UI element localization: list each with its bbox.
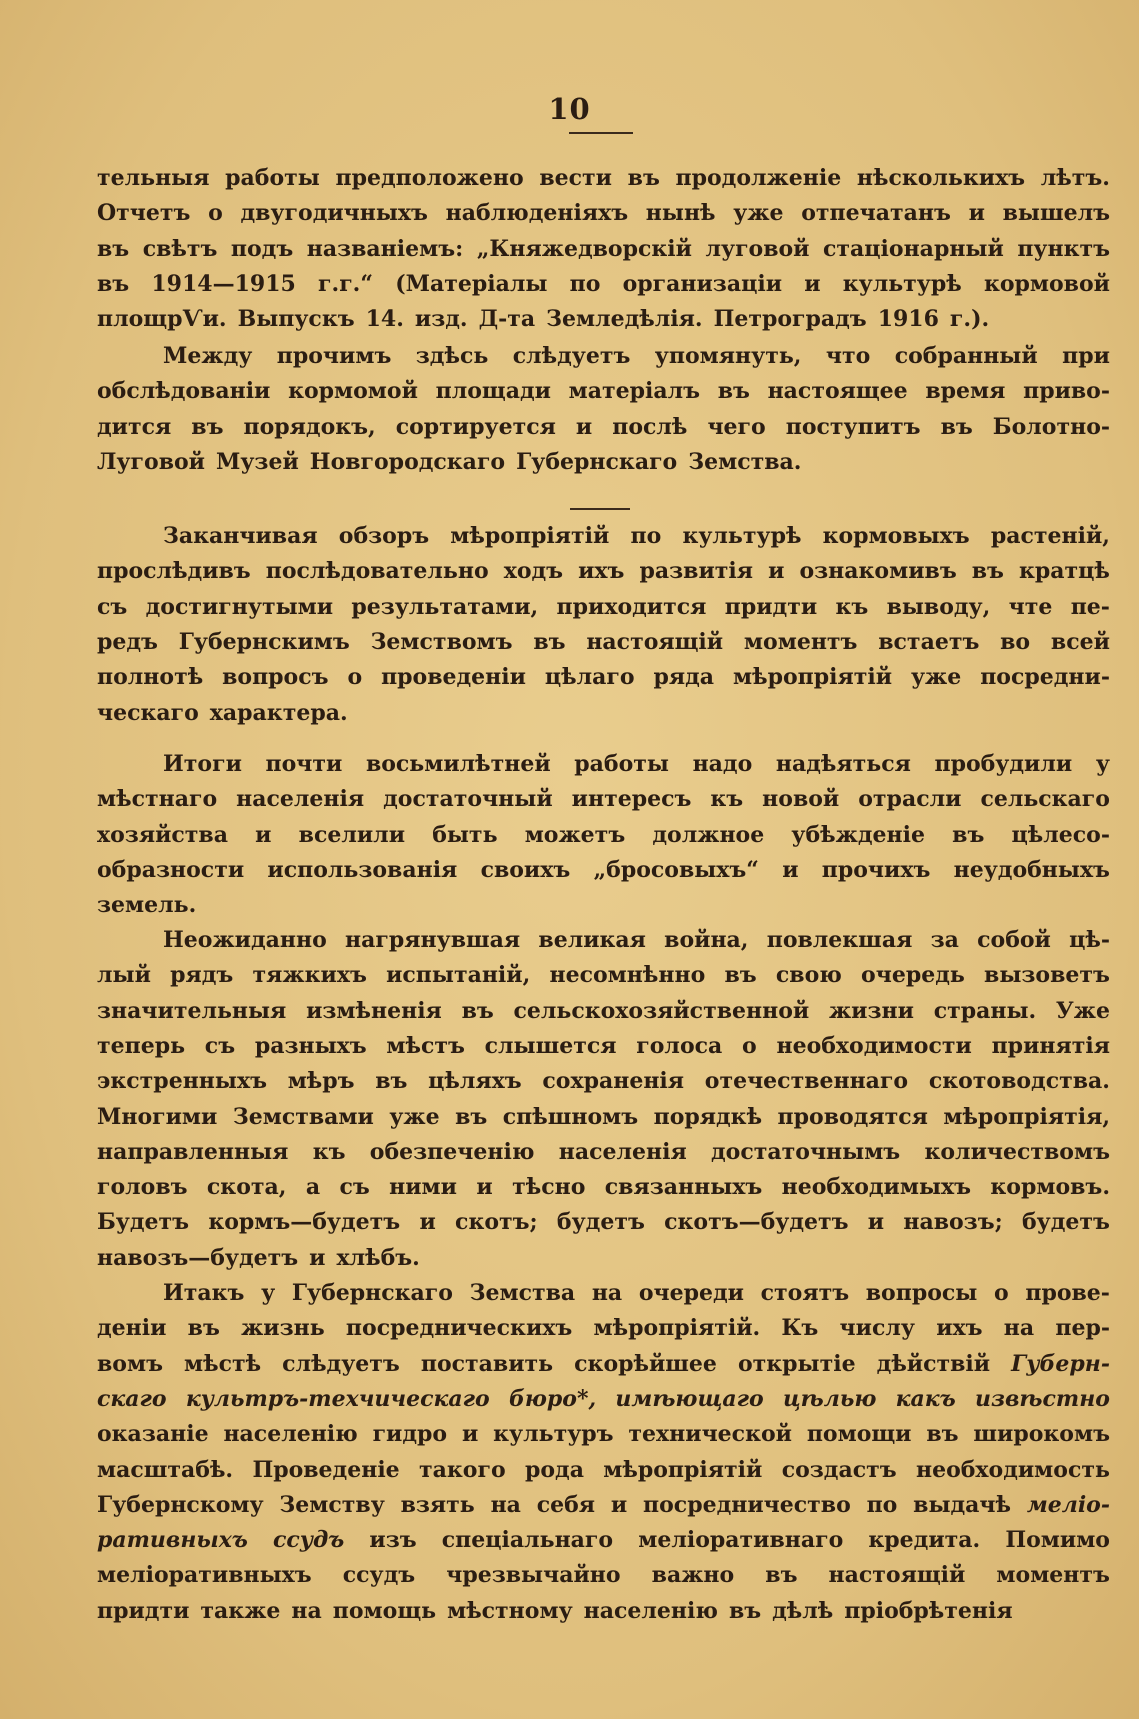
text-line: прослѣдивъ послѣдовательно ходъ ихъ развитія и ознакомивъ въ кратцѣ [97,558,1110,584]
text-line: Луговой Музей Новгородскаго Губернскаго Земства. [97,449,802,475]
page-number-underline [569,132,633,134]
text-line: Итоги почти восьмилѣтней работы надо надѣяться пробудили у [163,751,1110,777]
text-line: Между прочимъ здѣсь слѣдуетъ упомянуть, что собранный при [163,343,1110,369]
text-line: направленныя къ обезпеченію населенія достаточнымъ количествомъ [97,1139,1110,1165]
text-line: теперь съ разныхъ мѣстъ слышется голоса о необходимости принятія [97,1033,1110,1059]
text-line: Отчетъ о двугодичныхъ наблюденіяхъ нынѣ уже отпечатанъ и вышелъ [97,200,1110,226]
text-line: образности использованія своихъ „бросовыхъ“ и прочихъ неудобныхъ [97,857,1110,883]
text-line: Неожиданно нагрянувшая великая война, повлекшая за собой цѣ- [163,927,1110,953]
page-number: 10 [548,92,591,126]
text-line: ративныхъ ссудъ изъ спеціальнаго меліоративнаго кредита. Помимо [97,1527,1110,1553]
text-line: мѣстнаго населенія достаточный интересъ къ новой отрасли сельскаго [97,786,1110,812]
text-line: Заканчивая обзоръ мѣропріятій по культурѣ кормовыхъ растеній, [163,523,1110,549]
text-line: деніи въ жизнь посредническихъ мѣропріятій. Къ числу ихъ на пер- [97,1315,1110,1341]
text-line: площрѴи. Выпускъ 14. изд. Д-та Земледѣлія. Петроградъ 1916 г.). [97,306,990,332]
text-line: редъ Губернскимъ Земствомъ въ настоящій моментъ встаетъ во всей [97,629,1110,655]
text-line: экстренныхъ мѣръ въ цѣляхъ сохраненія отечественнаго скотоводства. [97,1068,1110,1094]
text-line: въ 1914—1915 г.г.“ (Матеріалы по организаціи и культурѣ кормовой [97,271,1110,297]
text-line: навозъ—будетъ и хлѣбъ. [97,1245,420,1271]
text-line: земель. [97,892,197,918]
section-divider [570,508,630,510]
text-line: тельныя работы предположено вести въ продолженіе нѣсколькихъ лѣтъ. [97,165,1110,191]
text-line: Будетъ кормъ—будетъ и скотъ; будетъ скотъ—будетъ и навозъ; будетъ [97,1209,1110,1235]
text-line: оказаніе населенію гидро и культуръ технической помощи въ широкомъ [97,1421,1110,1447]
text-line: Итакъ у Губернскаго Земства на очереди стоятъ вопросы о прове- [163,1280,1110,1306]
text-line: лый рядъ тяжкихъ испытаній, несомнѣнно въ свою очередь вызоветъ [97,962,1110,988]
text-line: хозяйства и вселили быть можетъ должное убѣжденіе въ цѣлесо- [97,822,1110,848]
text-line: Губернскому Земству взять на себя и посредничество по выдачѣ меліо- [97,1492,1110,1518]
text-line: съ достигнутыми результатами, приходится придти къ выводу, чте пе- [97,594,1110,620]
text-line: значительныя измѣненія въ сельскохозяйственной жизни страны. Уже [97,998,1110,1024]
text-line: ческаго характера. [97,700,348,726]
text-line: масштабѣ. Проведеніе такого рода мѣропріятій создастъ необходимость [97,1457,1110,1483]
text-line: меліоративныхъ ссудъ чрезвычайно важно въ настоящій моментъ [97,1562,1110,1588]
text-line: скаго культръ-техчическаго бюро*, имѣющаго цѣлью какъ извѣстно [97,1386,1110,1412]
text-line: головъ скота, а съ ними и тѣсно связанныхъ необходимыхъ кормовъ. [97,1174,1110,1200]
text-line: дится въ порядокъ, сортируется и послѣ чего поступитъ въ Болотно- [97,414,1110,440]
text-line: обслѣдованіи кормомой площади матеріалъ въ настоящее время приво- [97,378,1110,404]
text-line: въ свѣтъ подъ названіемъ: „Княжедворскій луговой стаціонарный пунктъ [97,236,1110,262]
text-line: вомъ мѣстѣ слѣдуетъ поставить скорѣйшее открытіе дѣйствій Губерн- [97,1351,1110,1377]
text-line: полнотѣ вопросъ о проведеніи цѣлаго ряда мѣропріятій уже посредни- [97,664,1110,690]
text-line: Многими Земствами уже въ спѣшномъ порядкѣ проводятся мѣропріятія, [97,1104,1110,1130]
text-line: придти также на помощь мѣстному населенію въ дѣлѣ пріобрѣтенія [97,1598,1013,1624]
